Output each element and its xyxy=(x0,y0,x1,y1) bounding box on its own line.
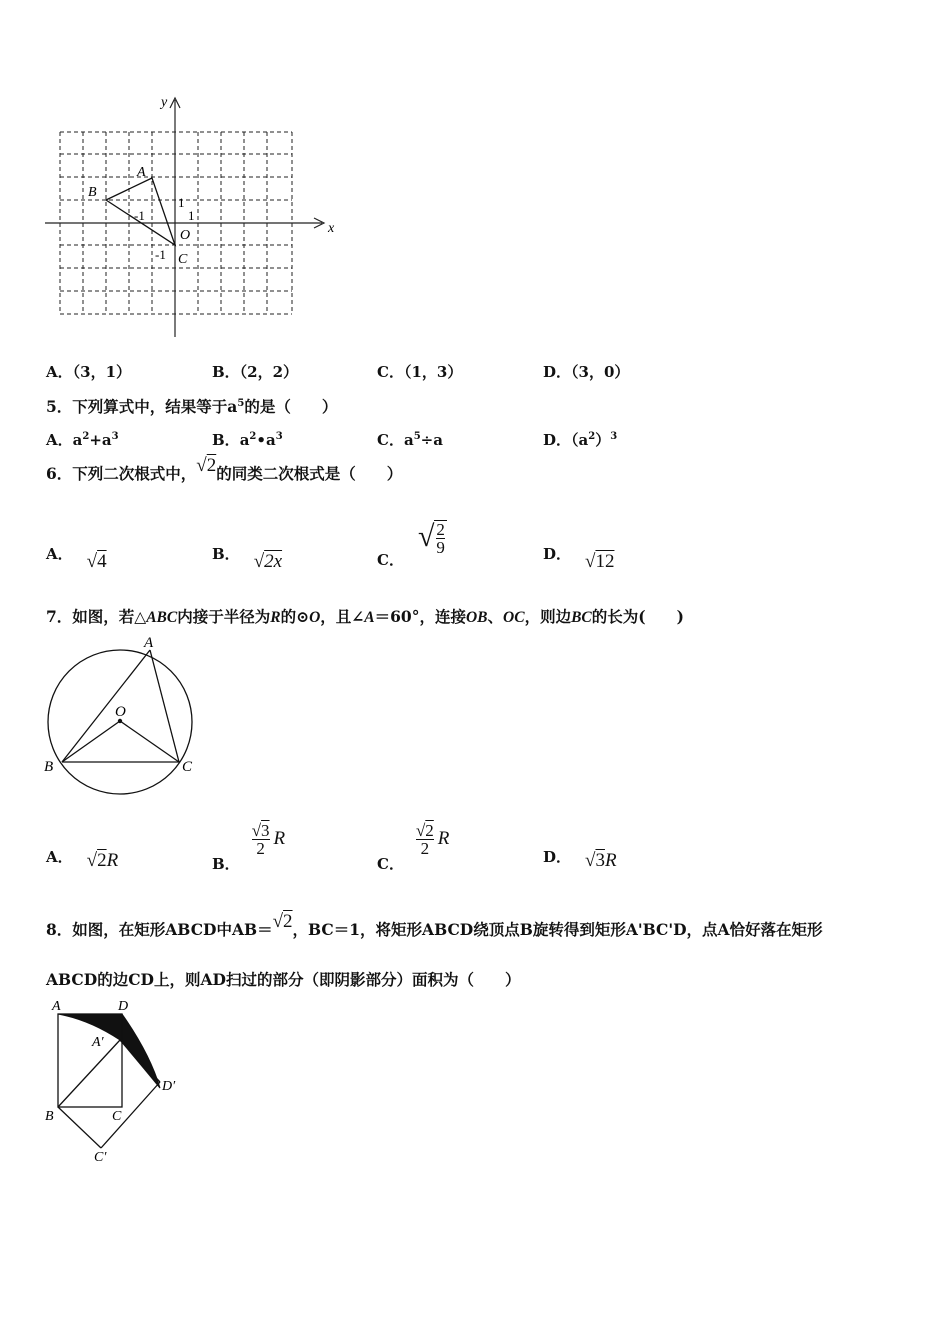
q7-stem-var: R xyxy=(270,609,281,626)
q8-stem-line2: ABCD的边CD上，则AD扫过的部分（即阴影部分）面积为（ ） xyxy=(46,970,521,989)
q7-stem-part: 的⊙ xyxy=(280,607,310,626)
q8-stem-pre: 8．如图，在矩形ABCD中AB＝ xyxy=(46,920,273,939)
coordinate-grid-figure xyxy=(40,92,340,342)
q5-option-a xyxy=(46,429,119,450)
exponent: 2 xyxy=(588,431,596,442)
operator: ÷a xyxy=(420,431,443,449)
q7-stem-part: ，且∠ xyxy=(320,607,365,626)
option-letter: B． xyxy=(212,545,240,563)
radicand: 3 xyxy=(595,850,605,871)
q4-option-c: C．（1，3） xyxy=(377,363,463,381)
radicand: 2x xyxy=(264,551,283,572)
label-c: C xyxy=(182,759,193,775)
point-b-label: B xyxy=(88,185,97,200)
label-o: O xyxy=(115,704,126,720)
exponent: 3 xyxy=(610,431,618,442)
tick-one-y: 1 xyxy=(178,195,185,210)
q6-option-c: C．√ $\frac{2}{9}$ xyxy=(377,520,445,569)
option-letter: C． xyxy=(377,551,404,569)
exponent: 3 xyxy=(275,431,283,442)
point-c-label: C xyxy=(178,252,188,267)
q7-stem-part: 7．如图，若△ xyxy=(46,607,147,626)
q5-stem-text: 5．下列算式中，结果等于a xyxy=(46,397,238,416)
label-d-prime: D′ xyxy=(162,1079,176,1094)
q5-stem-exponent: 5 xyxy=(237,397,245,409)
option-letter: A． xyxy=(46,848,73,866)
radicand: 12 xyxy=(595,551,615,572)
operator: +a xyxy=(89,431,112,449)
label-b: B xyxy=(45,1109,54,1124)
q7-stem-var: BC xyxy=(571,609,592,626)
label-a: A xyxy=(52,999,61,1014)
denominator: 2 xyxy=(420,839,430,858)
exponent: 3 xyxy=(111,431,119,442)
q5-option-c xyxy=(377,429,443,450)
numerator: 2 xyxy=(436,520,445,539)
q7-stem-var: ABC xyxy=(146,609,178,626)
exponent: 2 xyxy=(82,431,90,442)
option-letter: B． xyxy=(212,854,240,873)
y-axis-label: y xyxy=(161,95,168,110)
numerator-radicand: 2 xyxy=(425,821,434,840)
numerator-radicand: 3 xyxy=(261,821,270,840)
label-a: A xyxy=(144,635,154,651)
q6-stem xyxy=(46,455,403,485)
q7-stem xyxy=(46,605,684,627)
q5-option-b xyxy=(212,429,283,450)
suffix: R xyxy=(437,827,450,849)
option-letter: A． xyxy=(46,545,73,563)
q7-stem-part: 、 xyxy=(487,607,504,626)
q4-option-a: A．（3，1） xyxy=(46,363,132,381)
option-letter: A． xyxy=(46,431,73,449)
label-b: B xyxy=(44,759,54,775)
q7-stem-var: OC xyxy=(503,609,525,626)
circle-triangle-figure xyxy=(40,632,210,800)
base: a xyxy=(239,431,250,449)
q7-stem-part: 内接于半径为 xyxy=(177,607,271,626)
q7-stem-part: ，则边 xyxy=(524,607,572,626)
q6-option-d: D． √12 xyxy=(543,545,615,572)
base: a xyxy=(403,431,414,449)
suffix: R xyxy=(273,827,286,849)
base: （a xyxy=(571,431,589,449)
radicand: 2 xyxy=(283,911,293,932)
tick-neg-one-y: -1 xyxy=(155,247,166,262)
operator: •a xyxy=(256,431,276,449)
radicand: 2 xyxy=(97,850,107,871)
radicand: 4 xyxy=(97,551,107,572)
exponent: 5 xyxy=(413,431,421,442)
option-letter: C． xyxy=(377,431,404,449)
q6-stem-pre: 6．下列二次根式中， xyxy=(46,464,197,483)
label-c-prime: C′ xyxy=(94,1150,107,1165)
rotated-rectangle-figure xyxy=(40,996,200,1166)
base: a xyxy=(72,431,83,449)
tick-one-x: 1 xyxy=(188,208,195,223)
option-letter: D． xyxy=(543,848,572,866)
q7-stem-part: ＝60°，连接 xyxy=(374,607,466,626)
point-a-label: A xyxy=(137,165,146,180)
tick-neg-one-x: -1 xyxy=(134,208,145,223)
q7-stem-part: 的长为( ) xyxy=(591,607,684,626)
q4-option-b: B．（2，2） xyxy=(212,363,299,381)
q7-stem-var: O xyxy=(309,609,321,626)
label-c: C xyxy=(112,1109,122,1124)
operator: ） xyxy=(595,431,611,449)
q5-option-d xyxy=(543,429,617,450)
q8-stem-line1: 8．如图，在矩形ABCD中AB＝√2，BC＝1，将矩形ABCD绕顶点B旋转得到矩形A'BC'D，点A恰好落在矩形 xyxy=(46,911,823,939)
suffix: R xyxy=(106,850,119,871)
q7-option-c: C． $\frac{√2}{2}$ R xyxy=(377,821,450,873)
q7-option-b: B． $\frac{√3}{2}$ R xyxy=(212,821,286,873)
option-letter: D． xyxy=(543,431,572,449)
x-axis-label: x xyxy=(328,221,335,236)
label-d: D xyxy=(118,999,129,1014)
q4-option-d: D．（3，0） xyxy=(543,363,630,381)
q5-stem xyxy=(46,395,337,417)
q5-stem-end: 的是（ ） xyxy=(244,397,338,416)
sqrt-2-radical: √2 xyxy=(196,455,217,476)
option-letter: D． xyxy=(543,545,572,563)
q6-option-a: A． √4 xyxy=(46,545,107,572)
radicand: 2 xyxy=(206,455,217,476)
q7-option-a: A． √2R xyxy=(46,848,119,871)
option-letter: C． xyxy=(377,854,404,873)
q6-option-b: B． √2x xyxy=(212,545,283,572)
suffix: R xyxy=(604,850,617,871)
q8-stem-post: ，BC＝1，将矩形ABCD绕顶点B旋转得到矩形A'BC'D，点A恰好落在矩形 xyxy=(292,920,823,939)
denominator: 9 xyxy=(436,538,445,557)
q6-stem-post: 的同类二次根式是（ ） xyxy=(216,464,403,483)
denominator: 2 xyxy=(256,839,265,858)
origin-label: O xyxy=(180,228,191,243)
q7-stem-var: A xyxy=(364,609,375,626)
option-letter: B． xyxy=(212,431,240,449)
exponent: 2 xyxy=(249,431,257,442)
label-a-prime: A′ xyxy=(92,1035,104,1050)
q7-stem-var: OB xyxy=(465,609,488,626)
q7-option-d: D． √3R xyxy=(543,848,617,871)
